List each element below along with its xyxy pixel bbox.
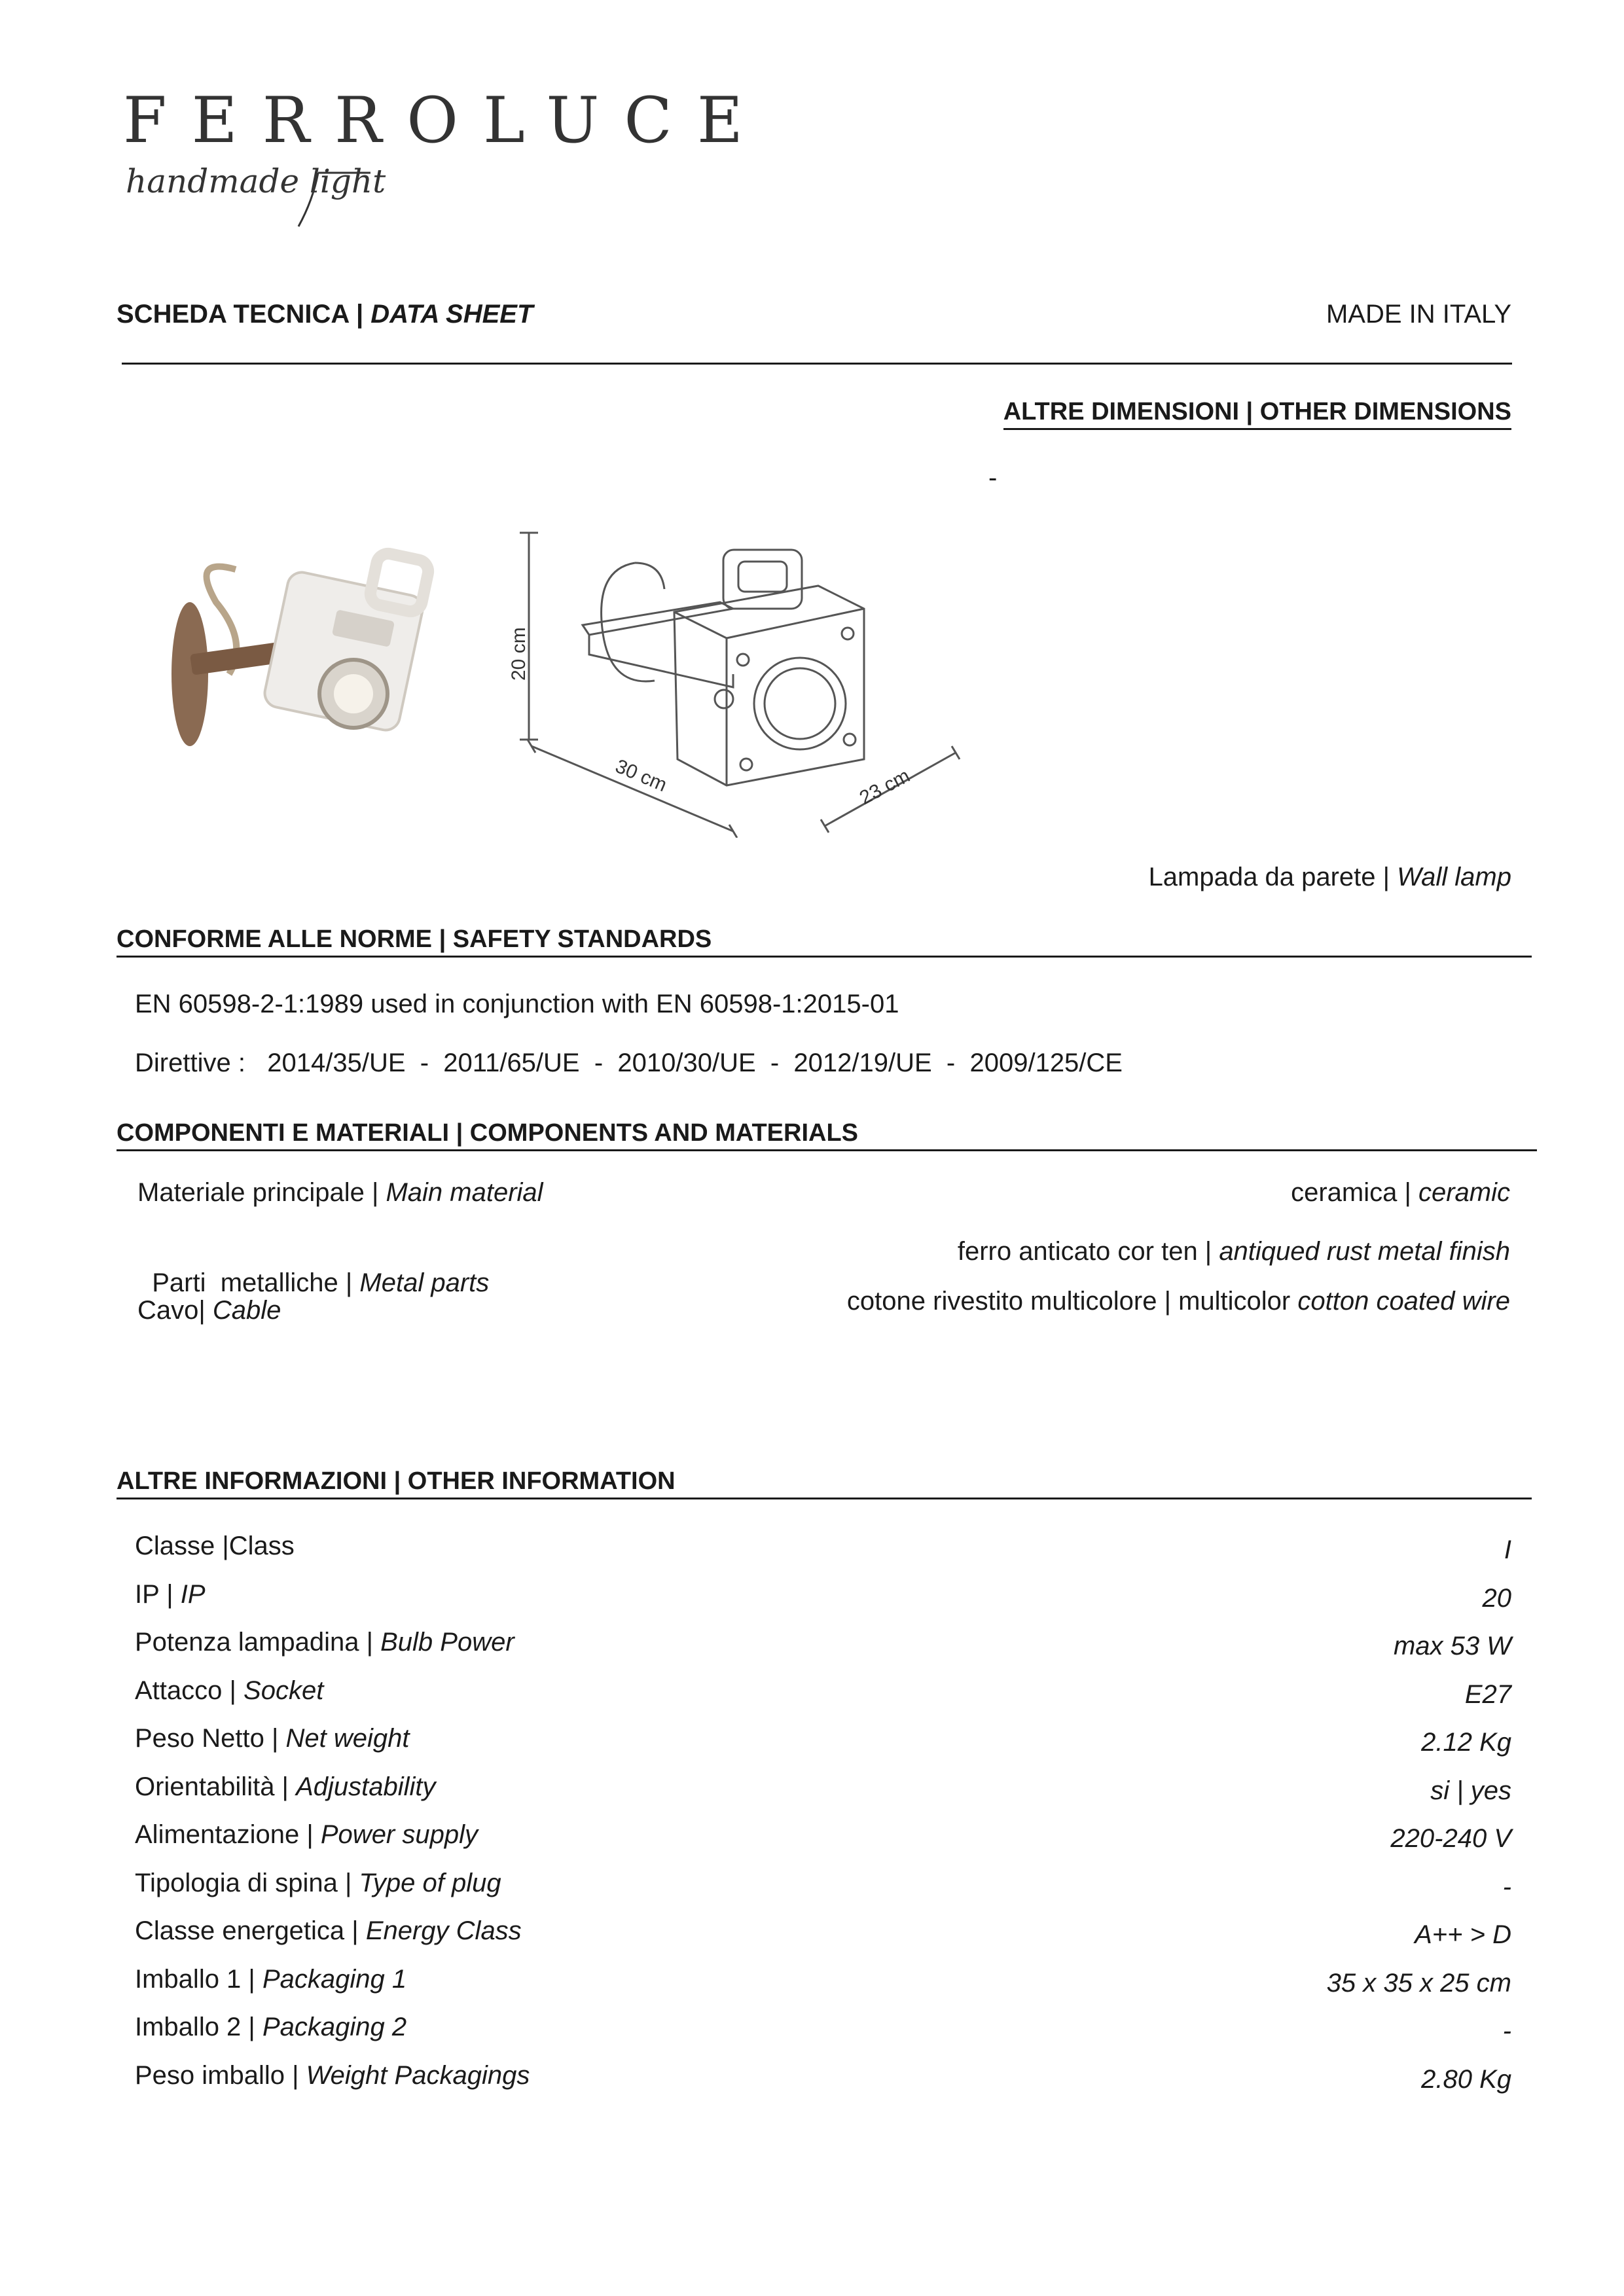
info-value: 220-240 V bbox=[1390, 1824, 1511, 1853]
info-value: - bbox=[1502, 2017, 1511, 2045]
info-value: 2.12 Kg bbox=[1421, 1728, 1511, 1757]
product-photo bbox=[151, 543, 452, 759]
info-label: Attacco | Socket bbox=[135, 1676, 324, 1705]
info-value: 20 bbox=[1482, 1584, 1511, 1613]
info-value: si | yes bbox=[1430, 1776, 1511, 1805]
info-value: E27 bbox=[1464, 1680, 1511, 1709]
component-label: Cavo| Cable bbox=[137, 1296, 281, 1325]
component-value: cotone rivestito multicolore | multicolor cotton coated wire bbox=[846, 1287, 1510, 1316]
safety-standard: EN 60598-2-1:1989 used in conjunction with EN 60598-1:2015-01 bbox=[135, 990, 899, 1018]
components-title: COMPONENTI E MATERIALI | COMPONENTS AND MATERIALS bbox=[117, 1118, 1537, 1151]
brand-logo: FERROLUCE bbox=[123, 84, 768, 157]
info-value: 35 x 35 x 25 cm bbox=[1326, 1969, 1511, 1998]
info-label: Classe |Class bbox=[135, 1532, 295, 1560]
brand-tagline: handmade light bbox=[126, 162, 386, 200]
info-label: Peso imballo | Weight Packagings bbox=[135, 2061, 530, 2090]
height-label: 20 cm bbox=[508, 627, 530, 681]
info-label: Potenza lampadina | Bulb Power bbox=[135, 1628, 514, 1657]
info-label: Alimentazione | Power supply bbox=[135, 1820, 478, 1849]
info-value: 2.80 Kg bbox=[1421, 2065, 1511, 2094]
info-title: ALTRE INFORMAZIONI | OTHER INFORMATION bbox=[117, 1466, 1532, 1499]
info-value: max 53 W bbox=[1393, 1632, 1511, 1660]
component-label: Materiale principale | Main material bbox=[137, 1178, 543, 1207]
depth-label: 23 cm bbox=[856, 764, 914, 810]
info-label: Imballo 2 | Packaging 2 bbox=[135, 2013, 407, 2041]
component-value: ceramica | ceramic bbox=[1291, 1178, 1510, 1207]
info-label: Orientabilità | Adjustability bbox=[135, 1772, 436, 1801]
component-value: ferro anticato cor ten | antiqued rust metal finish bbox=[957, 1237, 1510, 1266]
info-label: Tipologia di spina | Type of plug bbox=[135, 1869, 501, 1897]
other-dimensions-value: - bbox=[988, 463, 998, 492]
info-label: IP | IP bbox=[135, 1580, 206, 1609]
technical-drawing bbox=[497, 524, 969, 838]
component-label: Parti metalliche | Metal parts bbox=[152, 1268, 490, 1297]
info-label: Imballo 1 | Packaging 1 bbox=[135, 1965, 407, 1994]
info-value: - bbox=[1502, 1873, 1511, 1901]
info-label: Peso Netto | Net weight bbox=[135, 1724, 410, 1753]
info-value: A++ > D bbox=[1415, 1920, 1511, 1949]
header-divider bbox=[122, 363, 1512, 365]
product-type: Lampada da parete | Wall lamp bbox=[1148, 863, 1511, 891]
header-left: SCHEDA TECNICA | DATA SHEET bbox=[117, 300, 533, 329]
header-made-in: MADE IN ITALY bbox=[1326, 300, 1511, 329]
tagline-flourish bbox=[122, 154, 370, 233]
info-value: I bbox=[1504, 1535, 1511, 1564]
safety-title: CONFORME ALLE NORME | SAFETY STANDARDS bbox=[117, 924, 1532, 958]
info-label: Classe energetica | Energy Class bbox=[135, 1916, 522, 1945]
safety-directives: Direttive : 2014/35/UE - 2011/65/UE - 2010/30/UE - 2012/19/UE - 2009/125/CE bbox=[135, 1049, 1123, 1077]
other-dimensions-title: ALTRE DIMENSIONI | OTHER DIMENSIONS bbox=[1003, 397, 1511, 430]
length-label: 30 cm bbox=[612, 755, 670, 797]
